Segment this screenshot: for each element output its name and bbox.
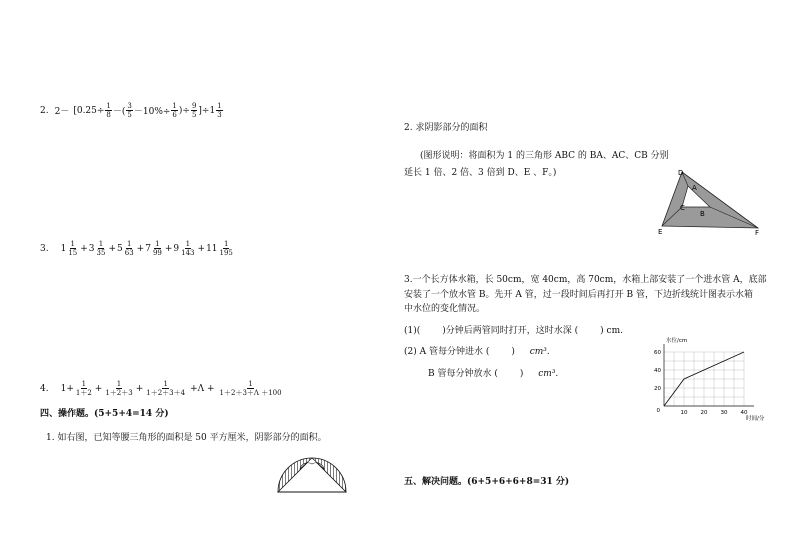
triangle-figure xyxy=(654,166,764,236)
y-axis-label: 水位/cm xyxy=(666,338,688,344)
q2-minus: －( xyxy=(112,107,126,117)
q4-number: 4. xyxy=(40,383,49,394)
y-tick-label: 60 xyxy=(654,350,661,356)
q3-term-1: 1 $\frac{1}{15}$ xyxy=(60,240,78,257)
right-q2-title: 2. 求阴影部分的面积 xyxy=(404,123,488,133)
q2-frac-1: $\frac{1}{8}$ xyxy=(106,102,111,119)
label-e: E xyxy=(658,228,663,236)
water-level-chart xyxy=(648,334,780,424)
left-q4: 4. 1+ $\frac{1}{1+2}$ + $\frac{1}{1+2+3}$ + $\frac{1}{1+2+3+4}$ +Λ + $\frac{1}{1+2+3+\Lambda +100}$ xyxy=(40,380,282,397)
q3-term-2: 3 $\frac{1}{35}$ xyxy=(88,240,106,257)
label-f: F xyxy=(755,229,760,236)
q4-frac-3: $\frac{1}{1+2+3+4}$ xyxy=(146,380,186,397)
shaded-triangle-def xyxy=(662,172,758,228)
section-5-heading: 五、解决问题。(6+5+6+6+8=31 分) xyxy=(404,477,570,487)
q2-end: ]÷1 xyxy=(198,105,216,116)
q3-term-4: 7 $\frac{1}{99}$ xyxy=(145,240,162,257)
q2-number: 2. xyxy=(40,105,49,116)
label-b: B xyxy=(700,210,705,218)
q4-frac-2: $\frac{1}{1+2+3}$ xyxy=(105,380,133,397)
q4-ellipsis: +Λ + xyxy=(190,383,215,394)
q2-pct: －10%÷ xyxy=(133,107,171,117)
origin-label: 0 xyxy=(656,408,660,414)
q2-frac-3: $\frac{1}{6}$ xyxy=(172,102,177,119)
right-q3-line-1: 3.一个长方体水箱，长 50cm，宽 40cm，高 70cm，水箱上部安装了一个进水管 A，底部 xyxy=(404,275,767,285)
label-d: D xyxy=(678,169,684,177)
label-c: C xyxy=(680,204,685,212)
q3-term-3: 5 $\frac{1}{63}$ xyxy=(117,240,134,257)
q2-frac-4: $\frac{9}{5}$ xyxy=(191,102,197,119)
q4-frac-last: $\frac{1}{1+2+3+\Lambda +100}$ xyxy=(219,380,282,397)
right-q3-line-2: 安装了一个放水管 B。先开 A 管，过一段时间后再打开 B 管，下边折线统计图表示水箱 xyxy=(404,290,754,300)
q4-start: 1+ xyxy=(60,383,74,394)
q3-number: 3. xyxy=(40,243,49,254)
left-q2 xyxy=(40,102,224,119)
q2-frac-2: $\frac{3}{5}$ xyxy=(127,102,132,119)
x-axis-label: 时间/分 xyxy=(746,416,765,422)
x-tick-label: 40 xyxy=(740,410,748,416)
right-q3-sub-2: (2) A 管每分钟进水 ( ) cm³. xyxy=(404,347,550,357)
x-tick-label: 20 xyxy=(700,410,708,416)
q3-term-5: 9 $\frac{1}{143}$ xyxy=(173,240,195,257)
y-tick-label: 20 xyxy=(654,386,661,392)
right-q2-desc-1: (图形说明：将面积为 1 的三角形 ABC 的 BA、AC、CB 分别 xyxy=(420,151,669,161)
right-q3-line-3: 中水位的变化情况。 xyxy=(404,304,486,314)
label-a: A xyxy=(692,184,697,192)
q2-frac-5: $\frac{1}{3}$ xyxy=(217,102,222,119)
x-tick-label: 30 xyxy=(720,410,728,416)
right-q3-sub-3: B 管每分钟放水 ( ) cm³. xyxy=(428,369,559,379)
right-q3-sub-1: (1)( )分钟后两管同时打开，这时水深 ( ) cm. xyxy=(404,326,623,336)
right-q2-desc-2: 延长 1 倍、2 倍、3 倍到 D、E 、F。) xyxy=(404,168,557,178)
semicircle-figure xyxy=(272,452,352,496)
q4-frac-1: $\frac{1}{1+2}$ xyxy=(75,380,92,397)
q3-term-6: 11 $\frac{1}{195}$ xyxy=(206,240,233,257)
y-tick-label: 40 xyxy=(654,368,661,374)
left-q3: 3. 1 $\frac{1}{15}$ + 3 $\frac{1}{35}$ + 5 $\frac{1}{63}$ + 7 $\frac{1}{99}$ + 9 $\frac{1}{143}$ + 11 $\frac{1}{195}$ xyxy=(40,240,233,257)
x-tick-label: 10 xyxy=(680,410,688,416)
operation-q1: 1. 如右图，已知等腰三角形的面积是 50 平方厘米，阴影部分的面积。 xyxy=(46,433,327,443)
q2-close: )÷ xyxy=(178,105,190,116)
q2-bracket: [0.25÷ xyxy=(73,105,105,116)
section-4-heading: 四、操作题。(5+5+4=14 分) xyxy=(40,409,169,419)
q2-prefix: 2－ xyxy=(54,107,70,117)
